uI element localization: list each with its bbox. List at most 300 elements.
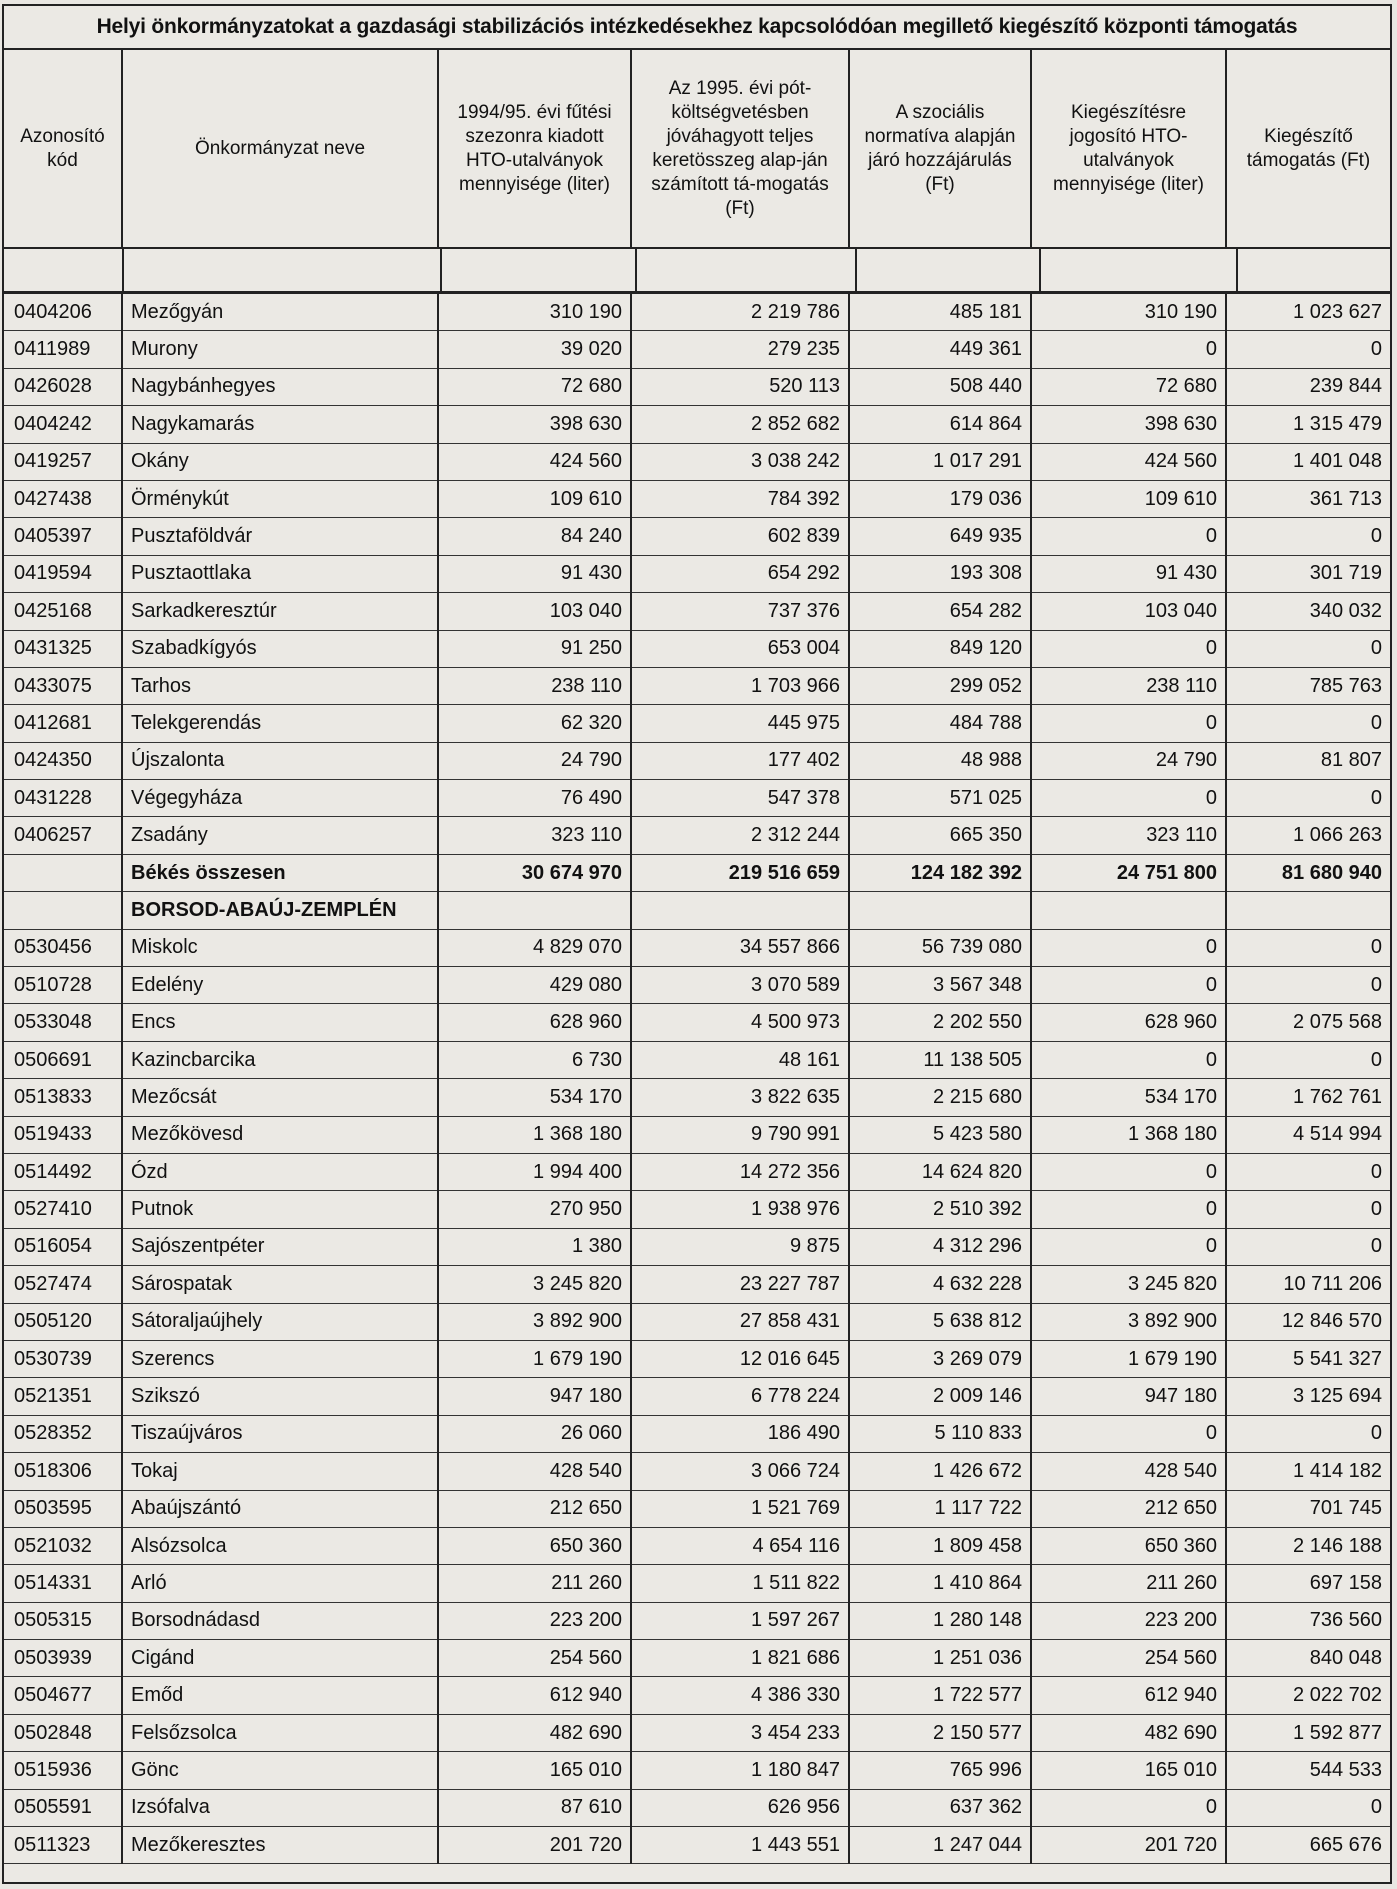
table-row bbox=[4, 406, 1390, 443]
cell-supplementary-support: 0 bbox=[1226, 1041, 1390, 1078]
cell-supplementary-support: 1 414 182 bbox=[1226, 1453, 1390, 1490]
cell-name: Mezőgyán bbox=[122, 294, 438, 331]
cell-social-normative: 614 864 bbox=[849, 406, 1031, 443]
cell-hto-quantity: 947 180 bbox=[438, 1378, 631, 1415]
cell-eligible-hto: 650 360 bbox=[1031, 1527, 1226, 1564]
cell-name: Kazincbarcika bbox=[122, 1041, 438, 1078]
table-row bbox=[4, 1303, 1390, 1340]
cell-supplementary-support: 0 bbox=[1226, 1789, 1390, 1826]
cell-base-support: 9 790 991 bbox=[631, 1116, 849, 1153]
cell-eligible-hto: 0 bbox=[1031, 1153, 1226, 1190]
cell-name: Mezőkeresztes bbox=[122, 1827, 438, 1864]
cell-base-support: 626 956 bbox=[631, 1789, 849, 1826]
cell-id: 0510728 bbox=[4, 967, 122, 1004]
cell-social-normative: 4 632 228 bbox=[849, 1266, 1031, 1303]
cell-base-support: 177 402 bbox=[631, 742, 849, 779]
table-row bbox=[4, 1602, 1390, 1639]
cell-supplementary-support: 0 bbox=[1226, 780, 1390, 817]
header-social-normative: A szociális normatíva alapján járó hozzájárulás (Ft) bbox=[849, 50, 1031, 247]
cell-name: Végegyháza bbox=[122, 780, 438, 817]
cell-name: Zsadány bbox=[122, 817, 438, 854]
cell-eligible-hto: 534 170 bbox=[1031, 1079, 1226, 1116]
cell-social-normative: 124 182 392 bbox=[849, 854, 1031, 891]
table-row bbox=[4, 1677, 1390, 1714]
cell-social-normative: 2 202 550 bbox=[849, 1004, 1031, 1041]
table-row bbox=[4, 780, 1390, 817]
cell-base-support: 279 235 bbox=[631, 331, 849, 368]
cell-id: 0511323 bbox=[4, 1827, 122, 1864]
cell-hto-quantity: 534 170 bbox=[438, 1079, 631, 1116]
cell-base-support: 784 392 bbox=[631, 480, 849, 517]
cell-id: 0412681 bbox=[4, 705, 122, 742]
cell-base-support: 4 500 973 bbox=[631, 1004, 849, 1041]
table-row bbox=[4, 1714, 1390, 1751]
cell-hto-quantity: 650 360 bbox=[438, 1527, 631, 1564]
cell-supplementary-support: 0 bbox=[1226, 1415, 1390, 1452]
cell-supplementary-support: 3 125 694 bbox=[1226, 1378, 1390, 1415]
cell-social-normative: 4 312 296 bbox=[849, 1228, 1031, 1265]
cell-base-support: 737 376 bbox=[631, 593, 849, 630]
cell-social-normative: 1 722 577 bbox=[849, 1677, 1031, 1714]
cell-social-normative: 3 269 079 bbox=[849, 1340, 1031, 1377]
cell-hto-quantity: 76 490 bbox=[438, 780, 631, 817]
cell-eligible-hto: 223 200 bbox=[1031, 1602, 1226, 1639]
cell-hto-quantity: 24 790 bbox=[438, 742, 631, 779]
table-row bbox=[4, 480, 1390, 517]
cell-name: Miskolc bbox=[122, 929, 438, 966]
data-table bbox=[4, 294, 1390, 1864]
cell-name: Tiszaújváros bbox=[122, 1415, 438, 1452]
table-row bbox=[4, 1827, 1390, 1864]
cell-eligible-hto: 0 bbox=[1031, 1789, 1226, 1826]
cell-id: 0504677 bbox=[4, 1677, 122, 1714]
cell-eligible-hto: 323 110 bbox=[1031, 817, 1226, 854]
cell-id: 0433075 bbox=[4, 667, 122, 704]
cell-hto-quantity: 103 040 bbox=[438, 593, 631, 630]
cell-eligible-hto: 201 720 bbox=[1031, 1827, 1226, 1864]
cell-supplementary-support: 1 592 877 bbox=[1226, 1714, 1390, 1751]
cell-supplementary-support: 340 032 bbox=[1226, 593, 1390, 630]
cell-hto-quantity: 91 430 bbox=[438, 555, 631, 592]
cell-id: 0514331 bbox=[4, 1565, 122, 1602]
cell-name: Borsodnádasd bbox=[122, 1602, 438, 1639]
cell-eligible-hto: 0 bbox=[1031, 780, 1226, 817]
cell-base-support: 1 521 769 bbox=[631, 1490, 849, 1527]
cell-id: 0519433 bbox=[4, 1116, 122, 1153]
table-row bbox=[4, 1490, 1390, 1527]
table-row bbox=[4, 555, 1390, 592]
section-heading: BORSOD-ABAÚJ-ZEMPLÉN bbox=[122, 892, 438, 929]
cell-supplementary-support: 1 315 479 bbox=[1226, 406, 1390, 443]
cell-social-normative: 1 117 722 bbox=[849, 1490, 1031, 1527]
cell-id: 0425168 bbox=[4, 593, 122, 630]
cell-supplementary-support: 81 680 940 bbox=[1226, 854, 1390, 891]
table-row bbox=[4, 705, 1390, 742]
cell-name: Abaújszántó bbox=[122, 1490, 438, 1527]
cell-id: 0515936 bbox=[4, 1752, 122, 1789]
cell-supplementary-support: 2 022 702 bbox=[1226, 1677, 1390, 1714]
cell-hto-quantity: 26 060 bbox=[438, 1415, 631, 1452]
cell-base-support: 3 454 233 bbox=[631, 1714, 849, 1751]
cell-hto-quantity: 254 560 bbox=[438, 1640, 631, 1677]
cell-id: 0427438 bbox=[4, 480, 122, 517]
cell-id: 0516054 bbox=[4, 1228, 122, 1265]
cell-social-normative: 1 017 291 bbox=[849, 443, 1031, 480]
cell-name: Szabadkígyós bbox=[122, 630, 438, 667]
cell-supplementary-support: 0 bbox=[1226, 1153, 1390, 1190]
document-sheet bbox=[2, 4, 1392, 1884]
cell-base-support: 6 778 224 bbox=[631, 1378, 849, 1415]
cell-supplementary-support: 701 745 bbox=[1226, 1490, 1390, 1527]
cell-eligible-hto: 103 040 bbox=[1031, 593, 1226, 630]
cell-name: Pusztaföldvár bbox=[122, 518, 438, 555]
cell-id: 0533048 bbox=[4, 1004, 122, 1041]
cell-id: 0530739 bbox=[4, 1340, 122, 1377]
cell-hto-quantity: 4 829 070 bbox=[438, 929, 631, 966]
cell-base-support: 445 975 bbox=[631, 705, 849, 742]
cell-name: Gönc bbox=[122, 1752, 438, 1789]
cell-eligible-hto: 398 630 bbox=[1031, 406, 1226, 443]
cell-id: 0513833 bbox=[4, 1079, 122, 1116]
cell-supplementary-support: 665 676 bbox=[1226, 1827, 1390, 1864]
cell-eligible-hto: 1 368 180 bbox=[1031, 1116, 1226, 1153]
cell-name: Izsófalva bbox=[122, 1789, 438, 1826]
cell-supplementary-support: 0 bbox=[1226, 331, 1390, 368]
cell-hto-quantity: 3 245 820 bbox=[438, 1266, 631, 1303]
section-empty-cell bbox=[438, 892, 631, 929]
table-row bbox=[4, 1453, 1390, 1490]
cell-supplementary-support: 4 514 994 bbox=[1226, 1116, 1390, 1153]
cell-supplementary-support: 361 713 bbox=[1226, 480, 1390, 517]
cell-id: 0424350 bbox=[4, 742, 122, 779]
cell-id: 0503939 bbox=[4, 1640, 122, 1677]
cell-supplementary-support: 0 bbox=[1226, 1228, 1390, 1265]
cell-eligible-hto: 109 610 bbox=[1031, 480, 1226, 517]
section-empty-cell bbox=[631, 892, 849, 929]
cell-social-normative: 48 988 bbox=[849, 742, 1031, 779]
cell-hto-quantity: 62 320 bbox=[438, 705, 631, 742]
cell-hto-quantity: 201 720 bbox=[438, 1827, 631, 1864]
cell-id: 0404242 bbox=[4, 406, 122, 443]
header-base-support: Az 1995. évi pót-költségvetésben jóváhagyott teljes keretösszeg alap-ján számított tá-mogatás (Ft) bbox=[631, 50, 849, 247]
cell-eligible-hto: 0 bbox=[1031, 630, 1226, 667]
cell-eligible-hto: 254 560 bbox=[1031, 1640, 1226, 1677]
cell-supplementary-support: 1 066 263 bbox=[1226, 817, 1390, 854]
cell-supplementary-support: 10 711 206 bbox=[1226, 1266, 1390, 1303]
cell-id: 0506691 bbox=[4, 1041, 122, 1078]
cell-name: Nagykamarás bbox=[122, 406, 438, 443]
cell-name: Telekgerendás bbox=[122, 705, 438, 742]
cell-supplementary-support: 0 bbox=[1226, 630, 1390, 667]
cell-name: Murony bbox=[122, 331, 438, 368]
table-row bbox=[4, 1116, 1390, 1153]
table-row bbox=[4, 1752, 1390, 1789]
cell-supplementary-support: 81 807 bbox=[1226, 742, 1390, 779]
cell-eligible-hto: 0 bbox=[1031, 967, 1226, 1004]
cell-eligible-hto: 0 bbox=[1031, 1415, 1226, 1452]
cell-id: 0527410 bbox=[4, 1191, 122, 1228]
cell-name: Sárospatak bbox=[122, 1266, 438, 1303]
cell-name: Putnok bbox=[122, 1191, 438, 1228]
cell-name: Sarkadkeresztúr bbox=[122, 593, 438, 630]
cell-supplementary-support: 1 762 761 bbox=[1226, 1079, 1390, 1116]
cell-base-support: 23 227 787 bbox=[631, 1266, 849, 1303]
cell-base-support: 1 821 686 bbox=[631, 1640, 849, 1677]
cell-name: Szikszó bbox=[122, 1378, 438, 1415]
table-row bbox=[4, 817, 1390, 854]
cell-name: Mezőcsát bbox=[122, 1079, 438, 1116]
table-row bbox=[4, 368, 1390, 405]
cell-name: Alsózsolca bbox=[122, 1527, 438, 1564]
cell-id: 0419594 bbox=[4, 555, 122, 592]
cell-name: Ózd bbox=[122, 1153, 438, 1190]
cell-hto-quantity: 310 190 bbox=[438, 294, 631, 331]
cell-supplementary-support: 239 844 bbox=[1226, 368, 1390, 405]
cell-social-normative: 665 350 bbox=[849, 817, 1031, 854]
cell-eligible-hto: 0 bbox=[1031, 1041, 1226, 1078]
cell-social-normative: 193 308 bbox=[849, 555, 1031, 592]
cell-supplementary-support: 736 560 bbox=[1226, 1602, 1390, 1639]
table-row bbox=[4, 1004, 1390, 1041]
cell-hto-quantity: 1 368 180 bbox=[438, 1116, 631, 1153]
cell-base-support: 1 511 822 bbox=[631, 1565, 849, 1602]
cell-base-support: 1 597 267 bbox=[631, 1602, 849, 1639]
cell-id bbox=[4, 854, 122, 891]
cell-hto-quantity: 323 110 bbox=[438, 817, 631, 854]
cell-social-normative: 5 638 812 bbox=[849, 1303, 1031, 1340]
cell-supplementary-support: 544 533 bbox=[1226, 1752, 1390, 1789]
cell-base-support: 3 822 635 bbox=[631, 1079, 849, 1116]
cell-social-normative: 56 739 080 bbox=[849, 929, 1031, 966]
cell-supplementary-support: 1 401 048 bbox=[1226, 443, 1390, 480]
cell-hto-quantity: 424 560 bbox=[438, 443, 631, 480]
table-row bbox=[4, 331, 1390, 368]
cell-social-normative: 649 935 bbox=[849, 518, 1031, 555]
table-row bbox=[4, 1378, 1390, 1415]
cell-social-normative: 5 423 580 bbox=[849, 1116, 1031, 1153]
cell-id: 0518306 bbox=[4, 1453, 122, 1490]
cell-eligible-hto: 238 110 bbox=[1031, 667, 1226, 704]
cell-hto-quantity: 1 679 190 bbox=[438, 1340, 631, 1377]
cell-eligible-hto: 1 679 190 bbox=[1031, 1340, 1226, 1377]
table-header bbox=[4, 50, 1390, 247]
cell-social-normative: 765 996 bbox=[849, 1752, 1031, 1789]
cell-base-support: 14 272 356 bbox=[631, 1153, 849, 1190]
cell-eligible-hto: 482 690 bbox=[1031, 1714, 1226, 1751]
cell-eligible-hto: 612 940 bbox=[1031, 1677, 1226, 1714]
cell-supplementary-support: 0 bbox=[1226, 705, 1390, 742]
cell-name: Újszalonta bbox=[122, 742, 438, 779]
cell-base-support: 520 113 bbox=[631, 368, 849, 405]
cell-hto-quantity: 270 950 bbox=[438, 1191, 631, 1228]
cell-hto-quantity: 39 020 bbox=[438, 331, 631, 368]
cell-base-support: 34 557 866 bbox=[631, 929, 849, 966]
table-row bbox=[4, 1565, 1390, 1602]
cell-name: Tarhos bbox=[122, 667, 438, 704]
cell-eligible-hto: 91 430 bbox=[1031, 555, 1226, 592]
total-row bbox=[4, 854, 1390, 891]
cell-eligible-hto: 165 010 bbox=[1031, 1752, 1226, 1789]
cell-hto-quantity: 87 610 bbox=[438, 1789, 631, 1826]
cell-name: Pusztaottlaka bbox=[122, 555, 438, 592]
cell-eligible-hto: 424 560 bbox=[1031, 443, 1226, 480]
cell-eligible-hto: 428 540 bbox=[1031, 1453, 1226, 1490]
cell-name: Emőd bbox=[122, 1677, 438, 1714]
cell-base-support: 219 516 659 bbox=[631, 854, 849, 891]
cell-name: Szerencs bbox=[122, 1340, 438, 1377]
table-row bbox=[4, 929, 1390, 966]
cell-hto-quantity: 238 110 bbox=[438, 667, 631, 704]
cell-social-normative: 2 009 146 bbox=[849, 1378, 1031, 1415]
cell-eligible-hto: 211 260 bbox=[1031, 1565, 1226, 1602]
cell-name: Mezőkövesd bbox=[122, 1116, 438, 1153]
cell-id: 0502848 bbox=[4, 1714, 122, 1751]
cell-name: Sátoraljaújhely bbox=[122, 1303, 438, 1340]
cell-social-normative: 1 251 036 bbox=[849, 1640, 1031, 1677]
cell-base-support: 3 038 242 bbox=[631, 443, 849, 480]
cell-base-support: 654 292 bbox=[631, 555, 849, 592]
table-row bbox=[4, 1153, 1390, 1190]
cell-id: 0426028 bbox=[4, 368, 122, 405]
cell-id: 0527474 bbox=[4, 1266, 122, 1303]
cell-eligible-hto: 3 245 820 bbox=[1031, 1266, 1226, 1303]
cell-social-normative: 11 138 505 bbox=[849, 1041, 1031, 1078]
cell-id: 0521032 bbox=[4, 1527, 122, 1564]
table-row bbox=[4, 294, 1390, 331]
table-row bbox=[4, 1079, 1390, 1116]
table-row bbox=[4, 967, 1390, 1004]
cell-hto-quantity: 6 730 bbox=[438, 1041, 631, 1078]
cell-id: 0431228 bbox=[4, 780, 122, 817]
cell-base-support: 2 219 786 bbox=[631, 294, 849, 331]
cell-hto-quantity: 165 010 bbox=[438, 1752, 631, 1789]
cell-hto-quantity: 223 200 bbox=[438, 1602, 631, 1639]
table-row bbox=[4, 1789, 1390, 1826]
cell-social-normative: 849 120 bbox=[849, 630, 1031, 667]
cell-hto-quantity: 628 960 bbox=[438, 1004, 631, 1041]
cell-id: 0514492 bbox=[4, 1153, 122, 1190]
header-separator bbox=[4, 247, 1390, 294]
cell-social-normative: 485 181 bbox=[849, 294, 1031, 331]
cell-base-support: 48 161 bbox=[631, 1041, 849, 1078]
cell-id: 0404206 bbox=[4, 294, 122, 331]
cell-eligible-hto: 310 190 bbox=[1031, 294, 1226, 331]
cell-supplementary-support: 0 bbox=[1226, 518, 1390, 555]
cell-base-support: 4 386 330 bbox=[631, 1677, 849, 1714]
table-row bbox=[4, 518, 1390, 555]
cell-supplementary-support: 2 075 568 bbox=[1226, 1004, 1390, 1041]
header-eligible-hto: Kiegészítésre jogosító HTO-utalványok mennyisége (liter) bbox=[1031, 50, 1226, 247]
cell-name: Nagybánhegyes bbox=[122, 368, 438, 405]
cell-eligible-hto: 0 bbox=[1031, 1228, 1226, 1265]
cell-social-normative: 299 052 bbox=[849, 667, 1031, 704]
cell-base-support: 186 490 bbox=[631, 1415, 849, 1452]
cell-base-support: 547 378 bbox=[631, 780, 849, 817]
cell-social-normative: 449 361 bbox=[849, 331, 1031, 368]
cell-name: Tokaj bbox=[122, 1453, 438, 1490]
cell-name: Arló bbox=[122, 1565, 438, 1602]
cell-hto-quantity: 91 250 bbox=[438, 630, 631, 667]
cell-hto-quantity: 72 680 bbox=[438, 368, 631, 405]
cell-supplementary-support: 2 146 188 bbox=[1226, 1527, 1390, 1564]
cell-name: Edelény bbox=[122, 967, 438, 1004]
cell-name: Encs bbox=[122, 1004, 438, 1041]
cell-base-support: 602 839 bbox=[631, 518, 849, 555]
cell-base-support: 2 852 682 bbox=[631, 406, 849, 443]
cell-name: Örménykút bbox=[122, 480, 438, 517]
cell-base-support: 27 858 431 bbox=[631, 1303, 849, 1340]
cell-supplementary-support: 1 023 627 bbox=[1226, 294, 1390, 331]
cell-hto-quantity: 482 690 bbox=[438, 1714, 631, 1751]
cell-base-support: 1 443 551 bbox=[631, 1827, 849, 1864]
cell-base-support: 653 004 bbox=[631, 630, 849, 667]
cell-hto-quantity: 211 260 bbox=[438, 1565, 631, 1602]
cell-supplementary-support: 0 bbox=[1226, 1191, 1390, 1228]
cell-social-normative: 654 282 bbox=[849, 593, 1031, 630]
page-title: Helyi önkormányzatokat a gazdasági stabilizációs intézkedésekhez kapcsolódóan megillető kiegészítő központi támogatás bbox=[4, 6, 1390, 50]
table-row bbox=[4, 630, 1390, 667]
table-row bbox=[4, 1041, 1390, 1078]
cell-name: Cigánd bbox=[122, 1640, 438, 1677]
table-row bbox=[4, 742, 1390, 779]
cell-eligible-hto: 0 bbox=[1031, 705, 1226, 742]
cell-id: 0405397 bbox=[4, 518, 122, 555]
cell-social-normative: 637 362 bbox=[849, 1789, 1031, 1826]
cell-social-normative: 484 788 bbox=[849, 705, 1031, 742]
cell-hto-quantity: 398 630 bbox=[438, 406, 631, 443]
cell-social-normative: 1 426 672 bbox=[849, 1453, 1031, 1490]
cell-base-support: 4 654 116 bbox=[631, 1527, 849, 1564]
cell-eligible-hto: 0 bbox=[1031, 331, 1226, 368]
cell-id: 0521351 bbox=[4, 1378, 122, 1415]
cell-hto-quantity: 109 610 bbox=[438, 480, 631, 517]
cell-id: 0419257 bbox=[4, 443, 122, 480]
section-row bbox=[4, 892, 1390, 929]
section-id-cell bbox=[4, 892, 122, 929]
cell-eligible-hto: 947 180 bbox=[1031, 1378, 1226, 1415]
cell-social-normative: 1 410 864 bbox=[849, 1565, 1031, 1602]
table-row bbox=[4, 1191, 1390, 1228]
cell-social-normative: 2 510 392 bbox=[849, 1191, 1031, 1228]
cell-hto-quantity: 3 892 900 bbox=[438, 1303, 631, 1340]
table-row bbox=[4, 1415, 1390, 1452]
cell-id: 0503595 bbox=[4, 1490, 122, 1527]
cell-hto-quantity: 428 540 bbox=[438, 1453, 631, 1490]
table-row bbox=[4, 1640, 1390, 1677]
section-empty-cell bbox=[849, 892, 1031, 929]
cell-eligible-hto: 212 650 bbox=[1031, 1490, 1226, 1527]
cell-hto-quantity: 212 650 bbox=[438, 1490, 631, 1527]
table-row bbox=[4, 443, 1390, 480]
cell-base-support: 1 703 966 bbox=[631, 667, 849, 704]
cell-hto-quantity: 84 240 bbox=[438, 518, 631, 555]
cell-social-normative: 2 215 680 bbox=[849, 1079, 1031, 1116]
table-row bbox=[4, 1340, 1390, 1377]
cell-hto-quantity: 1 380 bbox=[438, 1228, 631, 1265]
cell-social-normative: 5 110 833 bbox=[849, 1415, 1031, 1452]
cell-name: Békés összesen bbox=[122, 854, 438, 891]
cell-eligible-hto: 0 bbox=[1031, 929, 1226, 966]
cell-eligible-hto: 3 892 900 bbox=[1031, 1303, 1226, 1340]
cell-base-support: 1 180 847 bbox=[631, 1752, 849, 1789]
cell-supplementary-support: 785 763 bbox=[1226, 667, 1390, 704]
header-id: Azonosító kód bbox=[20, 125, 105, 171]
header-name: Önkormányzat neve bbox=[122, 50, 438, 247]
cell-base-support: 3 070 589 bbox=[631, 967, 849, 1004]
cell-id: 0411989 bbox=[4, 331, 122, 368]
cell-name: Felsőzsolca bbox=[122, 1714, 438, 1751]
cell-supplementary-support: 840 048 bbox=[1226, 1640, 1390, 1677]
